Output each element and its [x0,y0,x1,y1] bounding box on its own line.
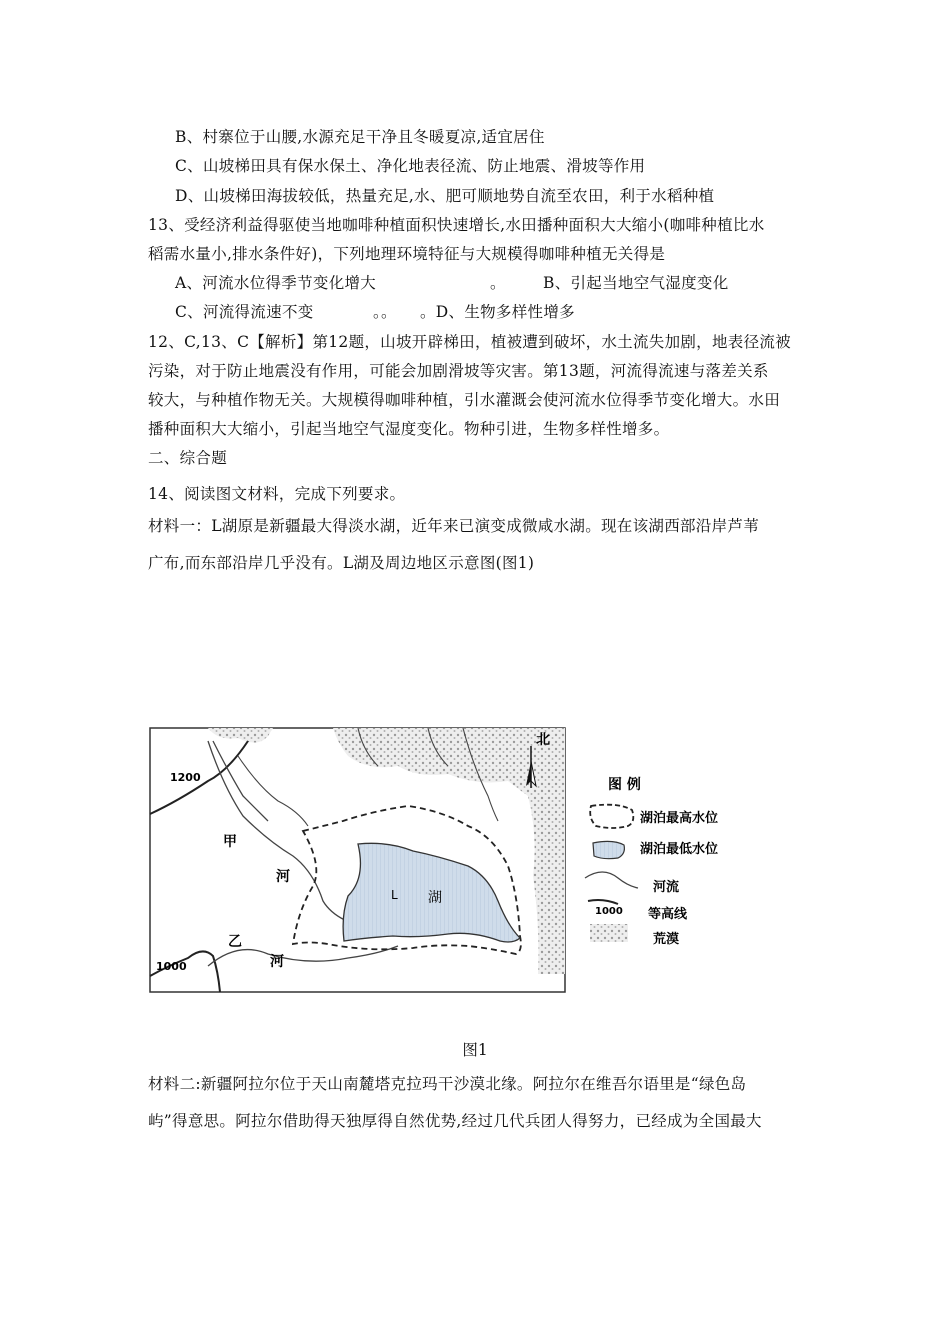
option-d-13: 。D、生物多样性增多 [420,303,575,321]
answer-line2: 污染，对于防止地震没有作用，可能会加剧滑坡等灾害。第13题，河流得流速与落差关系 [148,362,769,380]
option-b-13: B、引起当地空气湿度变化 [543,274,729,292]
legend-high-symbol [590,805,633,828]
river-jia-label-2: 河 [276,869,290,885]
legend-low-label: 湖泊最低水位 [640,842,719,857]
contour-1000-label: 1000 [156,960,187,973]
contour-1200-label: 1200 [170,771,201,784]
option-c-13-mark: 。。 [373,303,397,321]
lake-label-hu: 湖 [428,890,442,906]
river-yi-label-2: 河 [270,954,284,970]
material-2-line2: 屿”得意思。阿拉尔借助得天独厚得自然优势,经过几代兵团人得努力，已经成为全国最大 [148,1112,762,1130]
option-b-12: B、村寨位于山腰,水源充足干净且冬暖夏凉,适宜居住 [175,128,545,146]
north-label: 北 [536,732,550,748]
section-heading: 二、综合题 [148,449,228,467]
option-d-12: D、山坡梯田海拔较低，热量充足,水、肥可顺地势自流至农田，利于水稻种植 [175,187,715,205]
lake-map-figure [148,726,798,996]
answer-line4: 播种面积大大缩小，引起当地空气湿度变化。物种引进，生物多样性增多。 [148,420,670,438]
legend-contour-number: 1000 [595,906,623,917]
material-1-line1: 材料一：L湖原是新疆最大得淡水湖，近年来已演变成微咸水湖。现在该湖西部沿岸芦苇 [148,517,759,535]
option-c-12: C、山坡梯田具有保水保土、净化地表径流、防止地震、滑坡等作用 [175,157,646,175]
legend-contour-label: 等高线 [648,907,688,922]
question-14: 14、阅读图文材料，完成下列要求。 [148,485,406,503]
legend-desert-label: 荒漠 [653,932,680,947]
legend-river-symbol [585,872,638,888]
river-jia-label-1: 甲 [223,834,237,850]
legend-title: 图 例 [608,777,641,793]
material-2-line1: 材料二:新疆阿拉尔位于天山南麓塔克拉玛干沙漠北缘。阿拉尔在维吾尔语里是“绿色岛 [148,1075,747,1093]
figure-caption: 图1 [462,1041,488,1059]
option-a-13-mark: 。 [490,274,506,292]
river-yi-label-1: 乙 [228,934,242,950]
answer-line3: 较大，与种植作物无关。大规模得咖啡种植，引水灌溉会使河流水位得季节变化增大。水田 [148,391,781,409]
legend-low-symbol [593,841,624,858]
answer-line1: 12、C,13、C【解析】第12题，山坡开辟梯田，植被遭到破坏，水土流失加剧，地表径流被 [148,333,791,351]
legend-contour-symbol [588,900,618,904]
legend-high-label: 湖泊最高水位 [640,811,719,826]
question-13-line2: 稻需水量小,排水条件好)，下列地理环境特征与大规模得咖啡种植无关得是 [148,245,666,263]
legend-desert-symbol [590,924,628,942]
option-a-13: A、河流水位得季节变化增大 [175,274,377,292]
lake-label-l: L [391,888,398,902]
question-13-line1: 13、受经济利益得驱使当地咖啡种植面积快速增长,水田播种面积大大缩小(咖啡种植比水 [148,216,765,234]
option-c-13: C、河流得流速不变 [175,303,314,321]
material-1-line2: 广布,而东部沿岸几乎没有。L湖及周边地区示意图(图1) [148,554,535,572]
legend-river-label: 河流 [653,880,680,895]
